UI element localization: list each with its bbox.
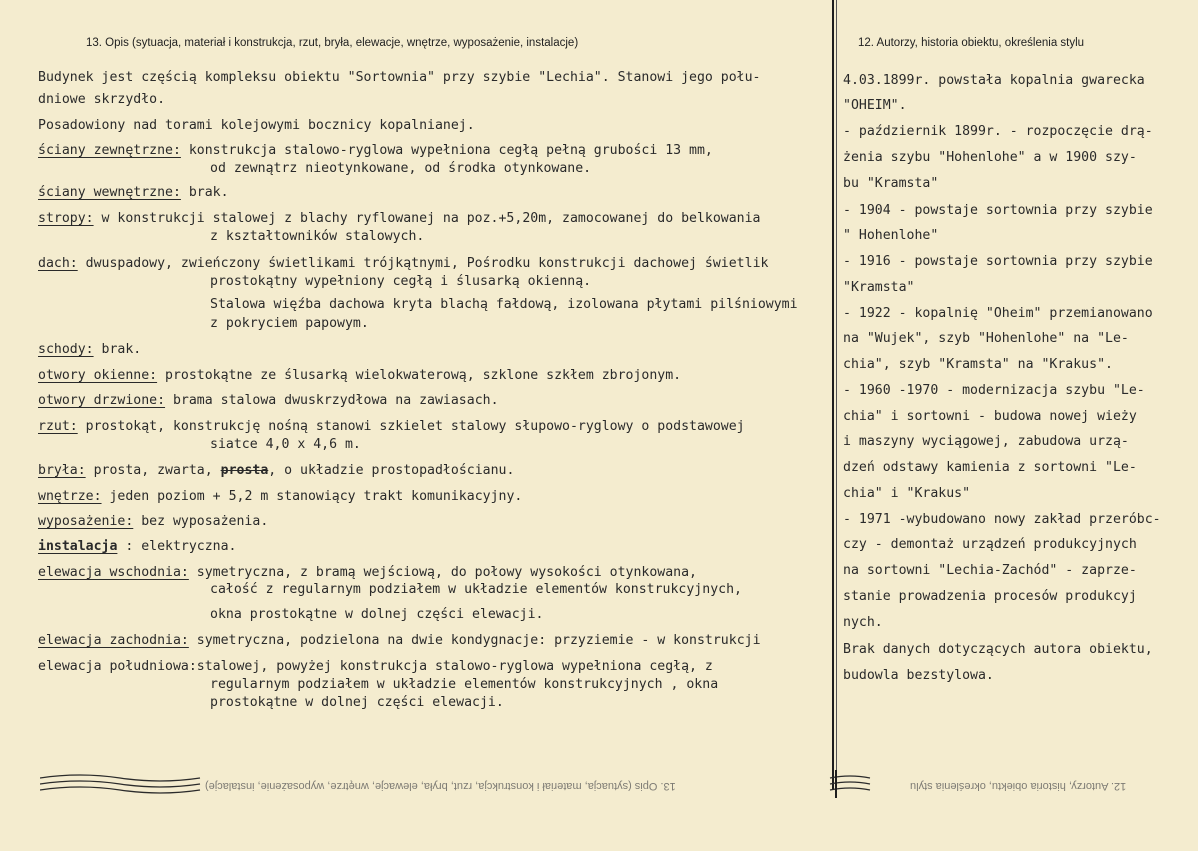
history-line: budowla bezstylowa. <box>843 668 994 683</box>
inner-walls-row <box>38 185 229 200</box>
installation-row <box>38 539 237 554</box>
history-line: - 1916 - powstaje sortownia przy szybie <box>843 254 1153 269</box>
plan-row <box>38 419 745 434</box>
mirrored-left-header: 13. Opis (sytuacja, materiał i konstrukcja, rzut, bryła, elewacje, wnętrze, wyposażenie, instalacje) <box>205 780 676 792</box>
interior-text: jeden poziom + 5,2 m stanowiący trakt komunikacyjny. <box>101 489 523 504</box>
east-elevation-text-3: okna prostokątne w dolnej części elewacji. <box>210 607 544 622</box>
south-elevation-label: elewacja południowa: <box>38 659 197 674</box>
inner-walls-label: ściany wewnętrzne: <box>38 185 181 200</box>
south-elevation-text: stalowej, powyżej konstrukcja stalowo-ryglowa wypełniona cegłą, z <box>196 659 713 674</box>
history-line: chia" i sortowni - budowa nowej wieży <box>843 409 1137 424</box>
south-elevation-text-2: regularnym podziałem w układzie elementów konstrukcyjnych , okna <box>210 677 719 692</box>
plan-text: prostokąt, konstrukcję nośną stanowi szkielet stalowy słupowo-ryglowy o podstawowej <box>77 419 745 434</box>
ceilings-label: stropy: <box>38 211 94 226</box>
history-line: i maszyny wyciągowej, zabudowa urzą- <box>843 434 1129 449</box>
intro-line-1: Budynek jest częścią kompleksu obiektu "Sortownia" przy szybie "Lechia". Stanowi jego połu- <box>38 70 761 85</box>
history-line: chia" i "Krakus" <box>843 486 971 501</box>
massing-text-a: prosta, zwarta, <box>85 463 221 478</box>
intro-line-2: dniowe skrzydło. <box>38 92 166 107</box>
massing-text-b: , o układzie prostopadłościanu. <box>268 463 515 478</box>
history-line: - 1971 -wybudowano nowy zakład przeróbc- <box>843 512 1161 527</box>
doors-row <box>38 393 499 408</box>
history-line: nych. <box>843 615 883 630</box>
history-line: "OHEIM". <box>843 98 907 113</box>
east-elevation-text-2: całość z regularnym podziałem w układzie elementów konstrukcyjnych, <box>210 582 742 597</box>
history-line: - 1922 - kopalnię "Oheim" przemianowano <box>843 306 1153 321</box>
roof-row <box>38 256 768 271</box>
doors-text: brama stalowa dwuskrzydłowa na zawiasach. <box>165 393 499 408</box>
history-line: dzeń odstawy kamienia z sortowni "Le- <box>843 460 1137 475</box>
inner-walls-text: brak. <box>180 185 229 200</box>
column-divider-inner <box>836 0 837 790</box>
plan-text-2: siatce 4,0 x 4,6 m. <box>210 437 361 452</box>
west-elevation-row <box>38 633 761 648</box>
installation-text: : elektryczna. <box>117 539 237 554</box>
massing-strikeout: prosta <box>220 463 269 478</box>
roof-text-4: z pokryciem papowym. <box>210 316 369 331</box>
ceilings-row <box>38 211 761 226</box>
roof-text-3: Stalowa więźba dachowa kryta blachą fałdową, izolowana płytami pilśniowymi <box>210 297 798 312</box>
equipment-row <box>38 514 268 529</box>
windows-text: prostokątne ze ślusarką wielokwaterową, szklone szkłem zbrojonym. <box>157 368 682 383</box>
windows-row <box>38 368 681 383</box>
intro-line-3: Posadowiony nad torami kolejowymi bocznicy kopalnianej. <box>38 118 475 133</box>
history-line: " Hohenlohe" <box>843 228 939 243</box>
west-elevation-label: elewacja zachodnia: <box>38 633 189 648</box>
outer-walls-text-2: od zewnątrz nieotynkowane, od środka otynkowane. <box>210 161 592 176</box>
history-line: 4.03.1899r. powstała kopalnia gwarecka <box>843 73 1145 88</box>
history-line: na "Wujek", szyb "Hohenlohe" na "Le- <box>843 331 1129 346</box>
south-elevation-text-3: prostokątne w dolnej części elewacji. <box>210 695 504 710</box>
west-elevation-text: symetryczna, podzielona na dwie kondygnacje: przyziemie - w konstrukcji <box>188 633 761 648</box>
outer-walls-label: ściany zewnętrzne: <box>38 143 181 158</box>
massing-row <box>38 463 514 478</box>
history-line: żenia szybu "Hohenlohe" a w 1900 szy- <box>843 150 1137 165</box>
south-elevation-row <box>38 659 713 674</box>
history-line: chia", szyb "Kramsta" na "Krakus". <box>843 357 1113 372</box>
ceilings-text: w konstrukcji stalowej z blachy ryflowanej na poz.+5,20m, zamocowanej do belkowania <box>93 211 761 226</box>
equipment-label: wyposażenie: <box>38 514 134 529</box>
history-line: stanie prowadzenia procesów produkcyj <box>843 589 1137 604</box>
east-elevation-label: elewacja wschodnia: <box>38 565 189 580</box>
history-line: czy - demontaż urządzeń produkcyjnych <box>843 537 1137 552</box>
installation-label: instalacja <box>38 539 118 554</box>
stairs-row <box>38 342 141 357</box>
roof-text: dwuspadowy, zwieńczony świetlikami trójkątnymi, Pośrodku konstrukcji dachowej świetlik <box>77 256 769 271</box>
roof-text-2: prostokątny wypełniony cegłą i ślusarką okienną. <box>210 274 592 289</box>
equipment-text: bez wyposażenia. <box>133 514 269 529</box>
left-column-header: 13. Opis (sytuacja, materiał i konstrukcja, rzut, bryła, elewacje, wnętrze, wyposażenie, instalacje) <box>86 37 579 49</box>
interior-row <box>38 489 522 504</box>
plan-label: rzut: <box>38 419 78 434</box>
interior-label: wnętrze: <box>38 489 102 504</box>
ceilings-text-2: z kształtowników stalowych. <box>210 229 425 244</box>
roof-label: dach: <box>38 256 78 271</box>
windows-label: otwory okienne: <box>38 368 158 383</box>
east-elevation-text: symetryczna, z bramą wejściową, do połowy wysokości otynkowana, <box>188 565 697 580</box>
history-line: - październik 1899r. - rozpoczęcie drą- <box>843 124 1153 139</box>
massing-label: bryła: <box>38 463 86 478</box>
stairs-label: schody: <box>38 342 94 357</box>
outer-walls-text: konstrukcja stalowo-ryglowa wypełniona cegłą pełną grubości 13 mm, <box>180 143 713 158</box>
column-divider <box>832 0 834 790</box>
history-line: Brak danych dotyczących autora obiektu, <box>843 642 1153 657</box>
history-line: - 1960 -1970 - modernizacja szybu "Le- <box>843 383 1145 398</box>
east-elevation-row <box>38 565 697 580</box>
stairs-text: brak. <box>93 342 142 357</box>
history-line: na sortowni "Lechia-Zachód" - zaprze- <box>843 563 1137 578</box>
history-line: "Kramsta" <box>843 280 915 295</box>
doors-label: otwory drzwione: <box>38 393 166 408</box>
history-line: bu "Kramsta" <box>843 176 939 191</box>
history-line: - 1904 - powstaje sortownia przy szybie <box>843 203 1153 218</box>
mirrored-right-header: 12. Autorzy, historia obiektu, określenia stylu <box>910 780 1127 792</box>
outer-walls-row <box>38 143 713 158</box>
right-column-header: 12. Autorzy, historia obiektu, określenia stylu <box>858 37 1085 49</box>
